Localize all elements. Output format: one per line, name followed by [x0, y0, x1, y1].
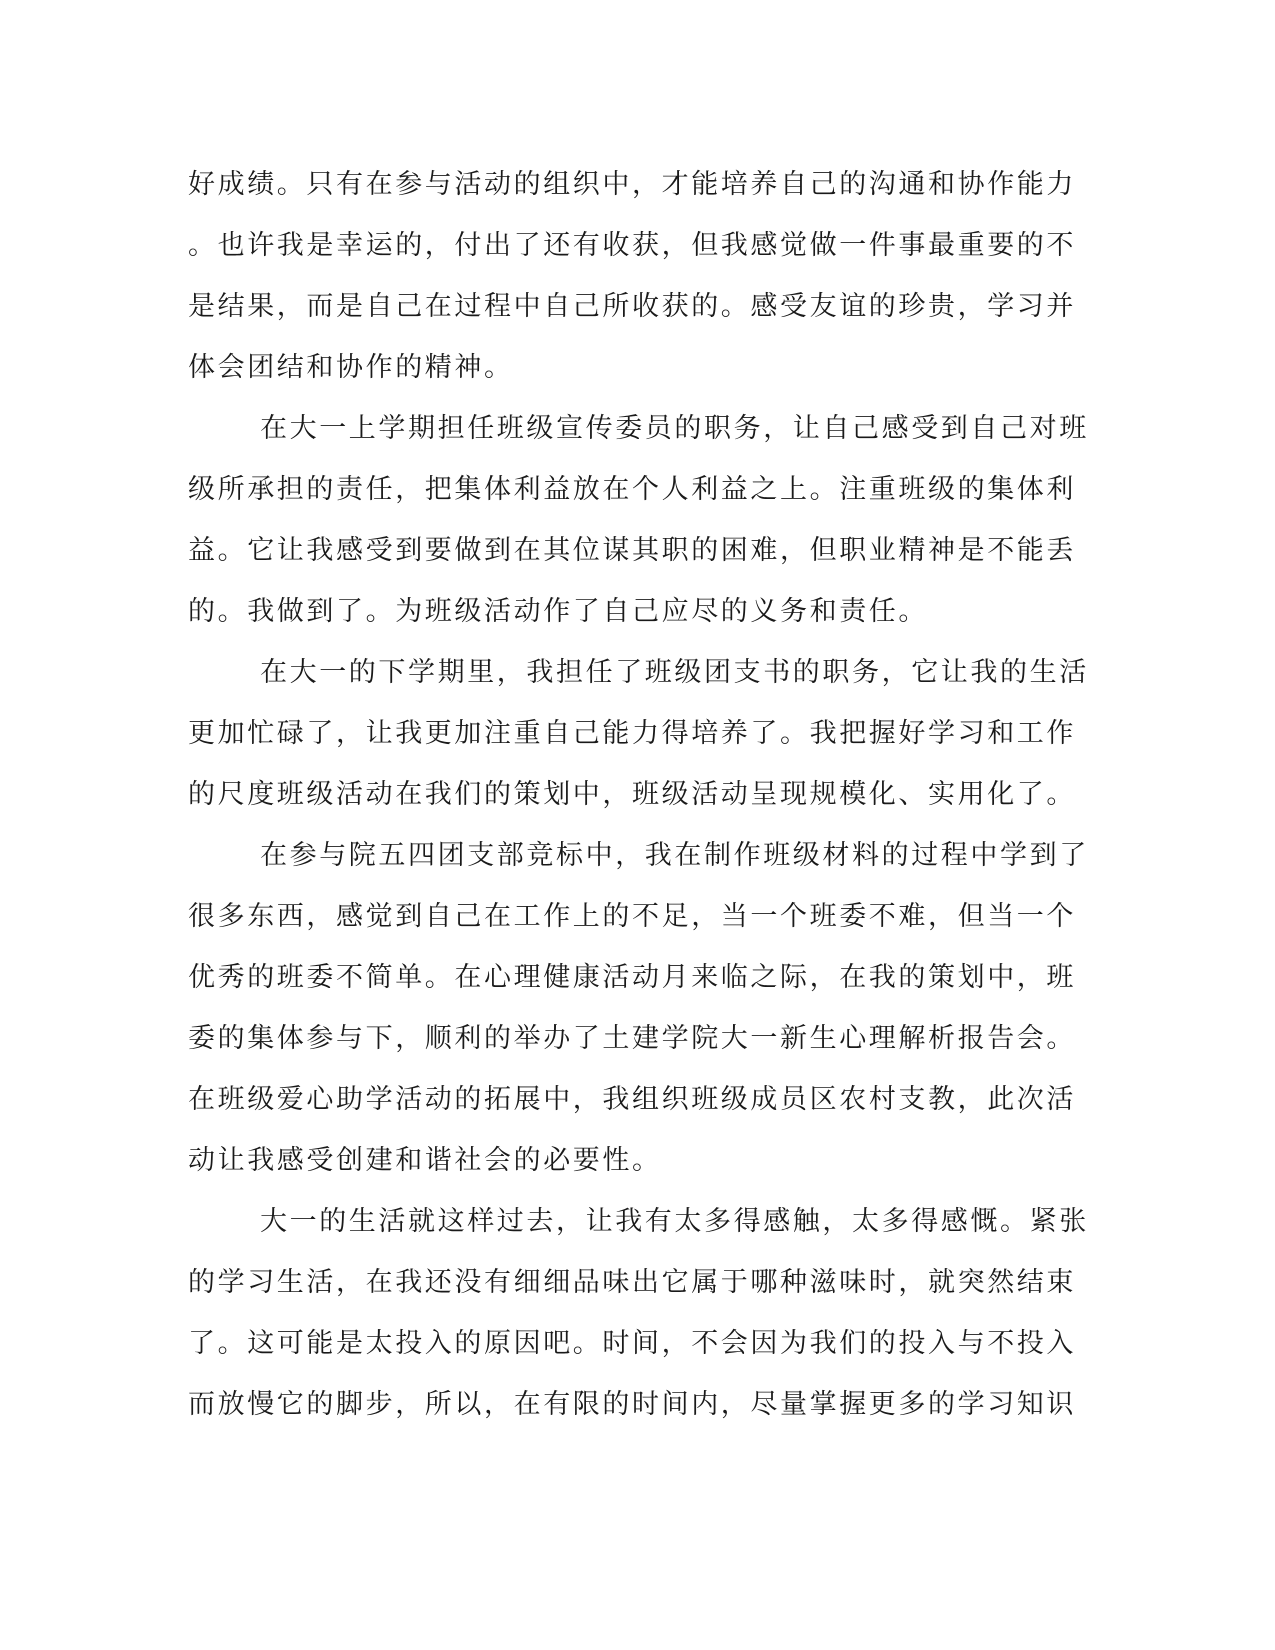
text-line: 了。这可能是太投入的原因吧。时间，不会因为我们的投入与不投入	[188, 1328, 1076, 1359]
text-line: 在大一上学期担任班级宣传委员的职务，让自己感受到自己对班	[260, 413, 1089, 444]
text-line: 优秀的班委不简单。在心理健康活动月来临之际，在我的策划中，班	[188, 962, 1076, 993]
text-line: 在大一的下学期里，我担任了班级团支书的职务，它让我的生活	[260, 657, 1089, 688]
text-line: 的学习生活，在我还没有细细品味出它属于哪种滋味时，就突然结束	[188, 1267, 1076, 1298]
text-line: 委的集体参与下，顺利的举办了土建学院大一新生心理解析报告会。	[188, 1023, 1076, 1054]
paragraph	[188, 410, 1088, 654]
text-line: 的尺度班级活动在我们的策划中，班级活动呈现规模化、实用化了。	[188, 779, 1076, 810]
text-line: 动让我感受创建和谐社会的必要性。	[188, 1145, 662, 1176]
paragraph	[188, 166, 1088, 410]
text-line: 益。它让我感受到要做到在其位谋其职的困难，但职业精神是不能丢	[188, 535, 1076, 566]
paragraph	[188, 1203, 1088, 1447]
paragraph	[188, 837, 1088, 1203]
text-line: 是结果，而是自己在过程中自己所收获的。感受友谊的珍贵，学习并	[188, 291, 1076, 322]
text-line: 级所承担的责任，把集体利益放在个人利益之上。注重班级的集体利	[188, 474, 1076, 505]
text-line: 大一的生活就这样过去，让我有太多得感触，太多得感慨。紧张	[260, 1206, 1089, 1237]
text-line: 在参与院五四团支部竞标中，我在制作班级材料的过程中学到了	[260, 840, 1089, 871]
text-line: 在班级爱心助学活动的拓展中，我组织班级成员区农村支教，此次活	[188, 1084, 1076, 1115]
text-line: 。也许我是幸运的，付出了还有收获，但我感觉做一件事最重要的不	[188, 230, 1076, 261]
body-text	[188, 166, 1088, 1447]
text-line: 的。我做到了。为班级活动作了自己应尽的义务和责任。	[188, 596, 928, 627]
paragraph	[188, 654, 1088, 837]
text-line: 体会团结和协作的精神。	[188, 352, 514, 383]
text-line: 而放慢它的脚步，所以，在有限的时间内，尽量掌握更多的学习知识	[188, 1389, 1076, 1420]
text-line: 好成绩。只有在参与活动的组织中，才能培养自己的沟通和协作能力	[188, 169, 1076, 200]
text-line: 更加忙碌了，让我更加注重自己能力得培养了。我把握好学习和工作	[188, 718, 1076, 749]
text-line: 很多东西，感觉到自己在工作上的不足，当一个班委不难，但当一个	[188, 901, 1076, 932]
